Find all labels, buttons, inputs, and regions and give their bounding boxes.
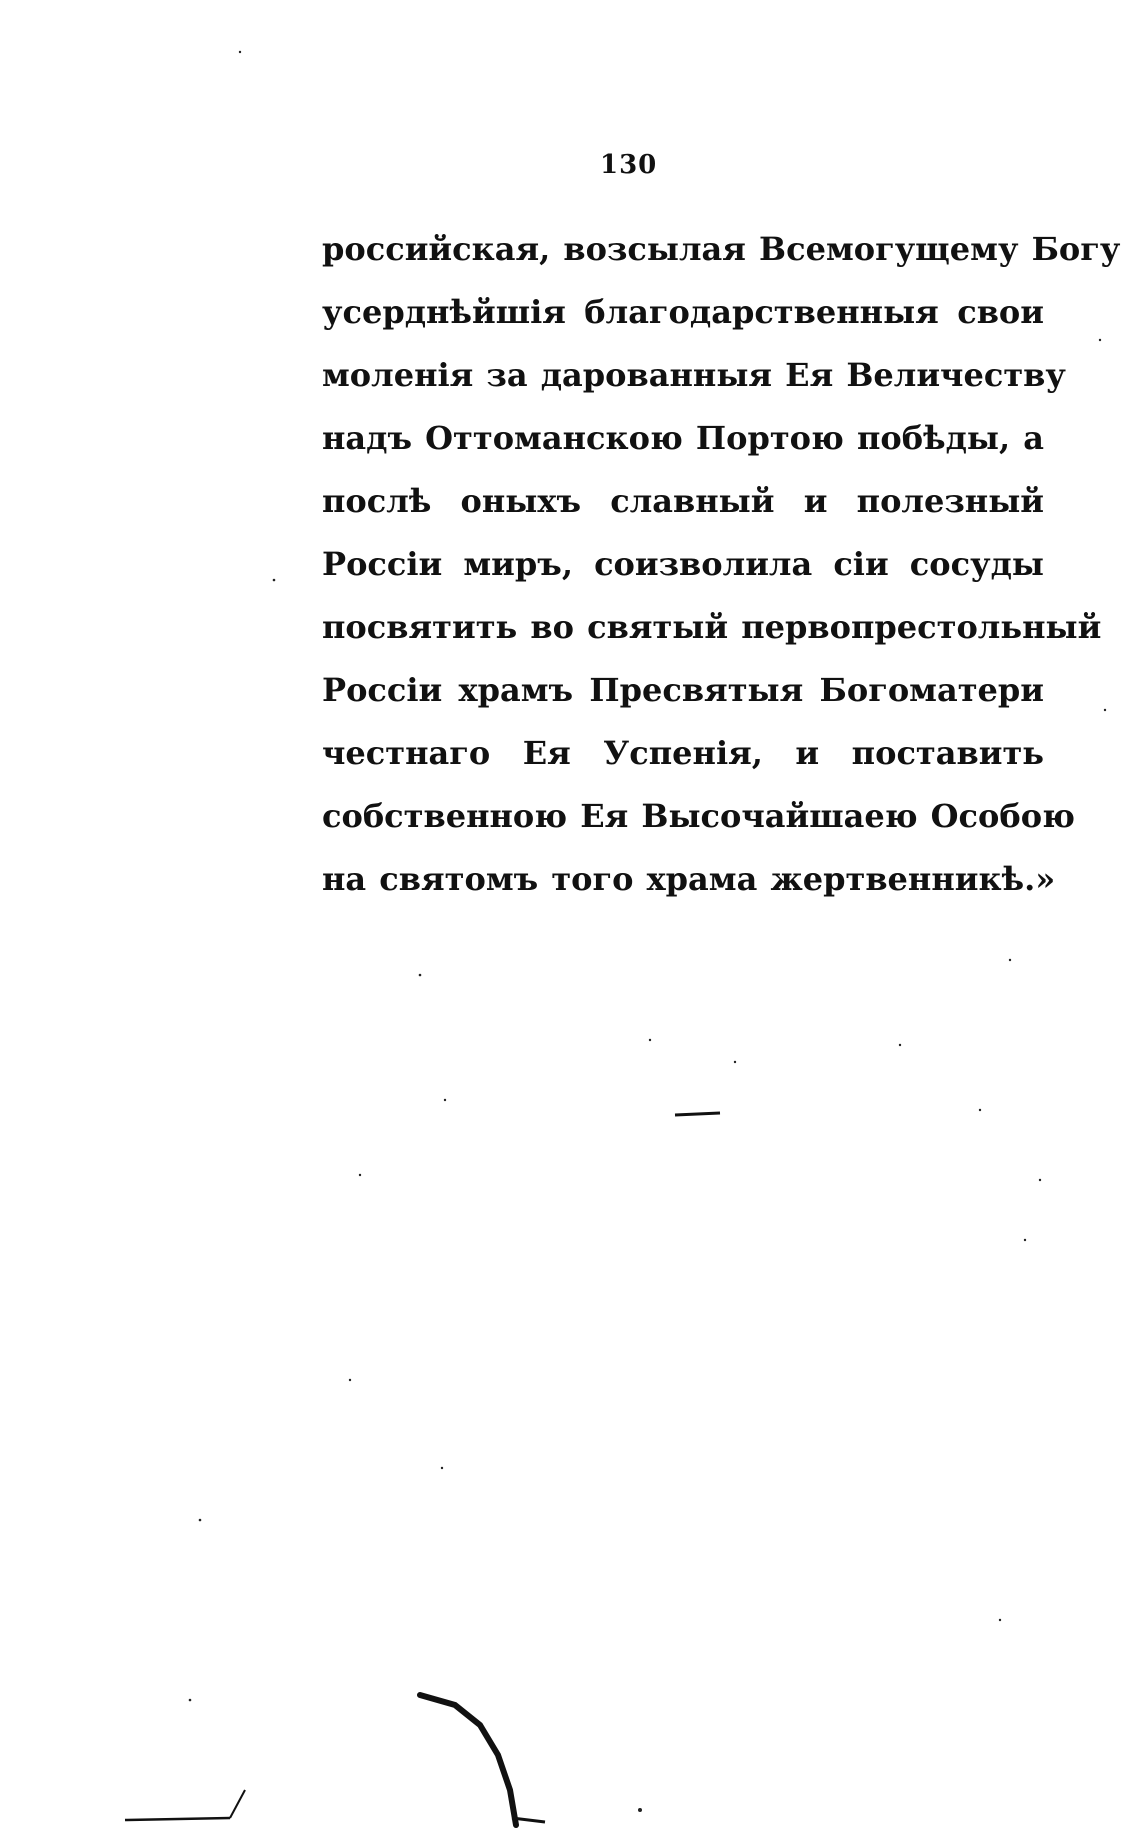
text-line-8: Россіи храмъ Пресвятыя Богоматери bbox=[322, 671, 1044, 709]
text-line-2: усерднѣйшія благодарственныя свои bbox=[322, 293, 1044, 331]
text-line-5: послѣ оныхъ славный и полезный bbox=[322, 482, 1044, 520]
text-line-9: честнаго Ея Успенія, и поставить bbox=[322, 734, 1044, 772]
text-line-3: моленія за дарованныя Ея Величеству bbox=[322, 356, 1066, 394]
text-line-6: Россіи миръ, соизволила сіи сосуды bbox=[322, 545, 1044, 583]
text-line-4: надъ Оттоманскою Портою побѣды, а bbox=[322, 419, 1044, 457]
text-line-11: на святомъ того храма жертвенникѣ.» bbox=[322, 860, 1056, 898]
text-line-1: российская, возсылая Всемогущему Богу bbox=[322, 230, 1121, 268]
text-line-10: собственною Ея Высочайшаею Особою bbox=[322, 797, 1075, 835]
page-number: 130 bbox=[600, 150, 658, 180]
text-line-7: посвятить во святый первопрестольный bbox=[322, 608, 1102, 646]
